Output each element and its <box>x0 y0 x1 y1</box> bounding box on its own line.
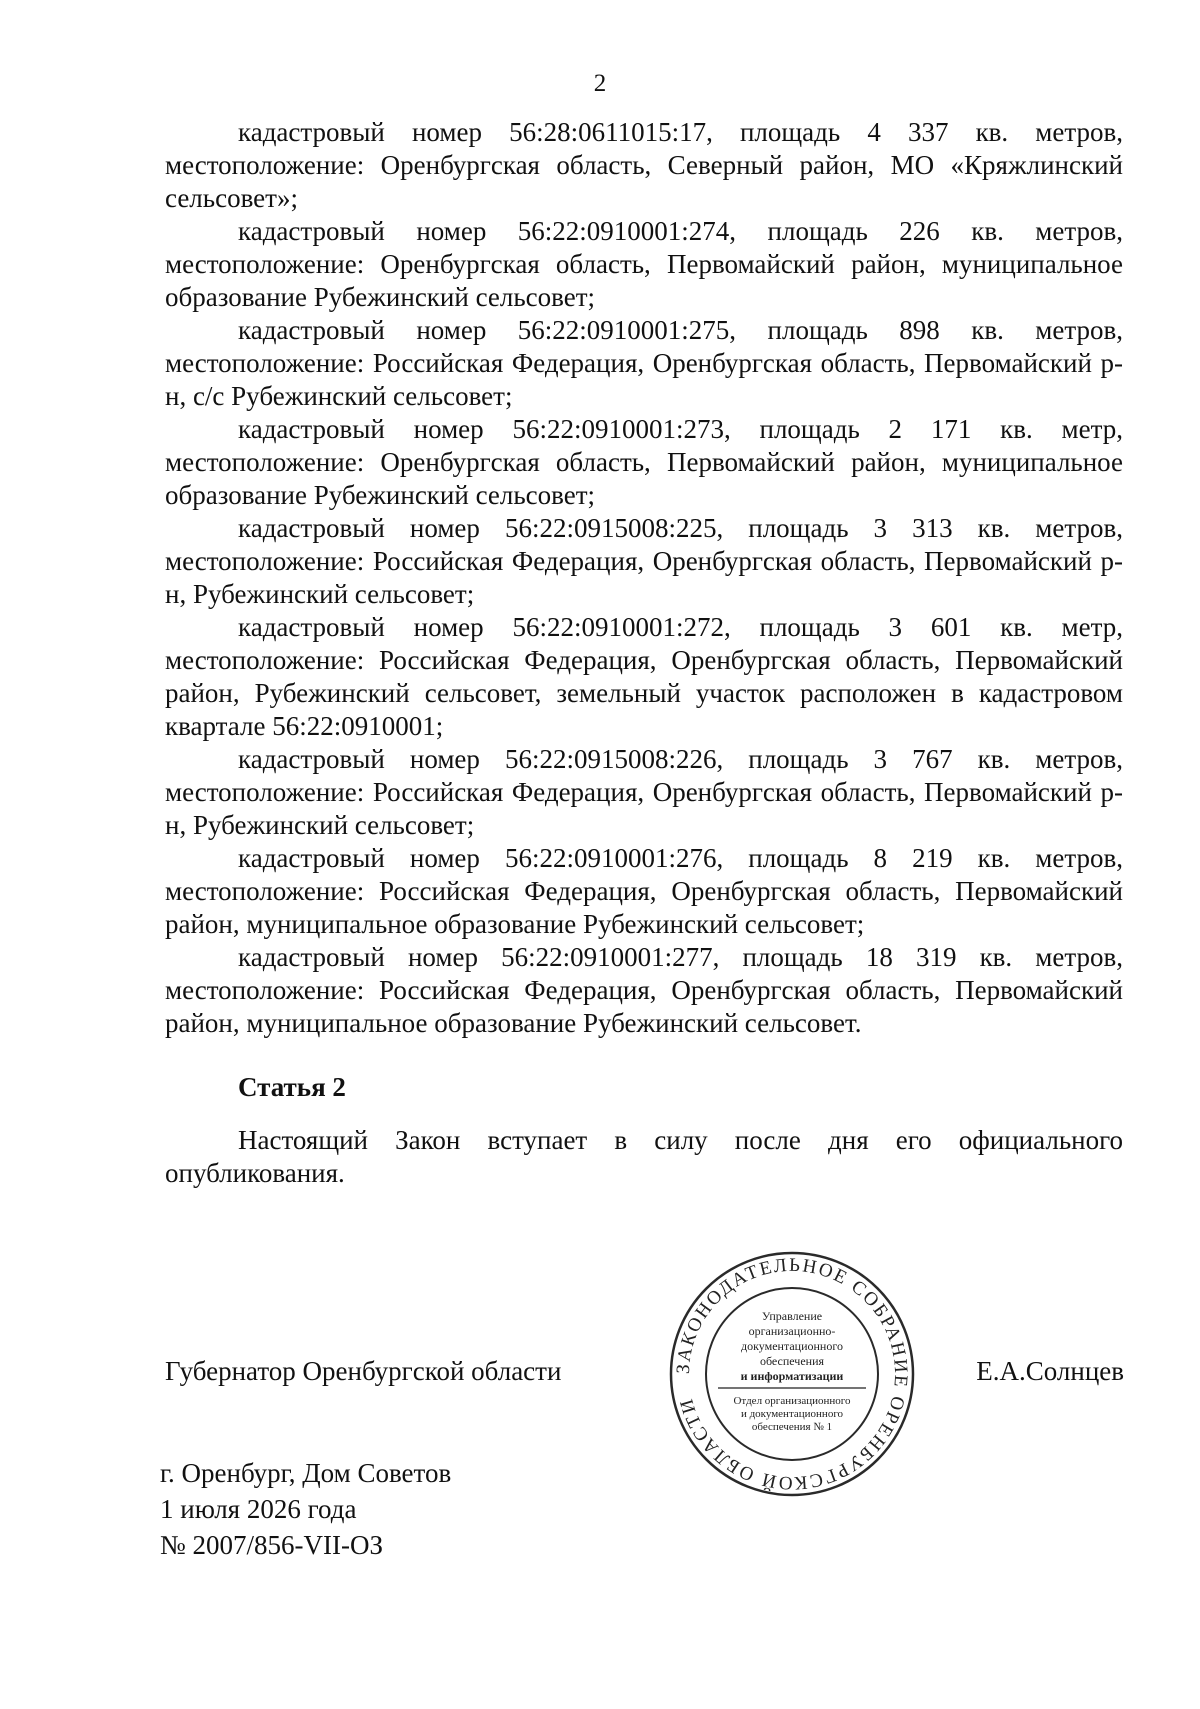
stamp-inner-line: документационного <box>741 1339 843 1353</box>
page-number: 2 <box>593 70 607 97</box>
cadastral-paragraph: кадастровый номер 56:28:0611015:17, площадь 4 337 кв. метров, местоположение: Оренбургская область, Северный район, МО «Кряжлинский сельсовет»; <box>165 117 1123 213</box>
cadastral-paragraph: кадастровый номер 56:22:0910001:275, площадь 898 кв. метров, местоположение: Российская Федерация, Оренбургская область, Первомайский р-н, с/с Рубежинский сельсовет; <box>165 315 1123 411</box>
stamp-inner-line: Управление <box>761 1309 823 1323</box>
cadastral-paragraph: кадастровый номер 56:22:0910001:272, площадь 3 601 кв. метр, местоположение: Российская Федерация, Оренбургская область, Первомайский район, Рубежинский сельсовет, земельный участок расположен в кадастровом квартале 56:22:0910001; <box>165 612 1123 741</box>
law-number: № 2007/856-VII-ОЗ <box>160 1530 384 1560</box>
signing-place: г. Оренбург, Дом Советов <box>160 1458 452 1488</box>
cadastral-paragraph: кадастровый номер 56:22:0915008:225, площадь 3 313 кв. метров, местоположение: Российская Федерация, Оренбургская область, Первомайский р-н, Рубежинский сельсовет; <box>165 513 1123 609</box>
stamp-inner-line: обеспечения <box>759 1354 825 1368</box>
stamp-inner-line: и информатизации <box>740 1369 844 1383</box>
article-heading: Статья 2 <box>238 1072 346 1102</box>
document-footer <box>160 1455 451 1563</box>
stamp-inner-line: Отдел организационного <box>733 1395 851 1407</box>
cadastral-paragraph: кадастровый номер 56:22:0910001:277, площадь 18 319 кв. метров, местоположение: Российская Федерация, Оренбургская область, Первомайский район, муниципальное образование Рубежинский сельсовет. <box>165 942 1123 1038</box>
cadastral-list <box>165 116 1123 1040</box>
stamp-outer-text: ЗАКОНОДАТЕЛЬНОЕ СОБРАНИЕ ОРЕНБУРГСКОЙ ОБЛАСТИ <box>672 1254 912 1494</box>
official-stamp <box>668 1250 916 1498</box>
signing-date: 1 июля 2026 года <box>160 1494 357 1524</box>
article-text: Настоящий Закон вступает в силу после дня его официального опубликования. <box>165 1125 1123 1188</box>
signatory-name: Е.А.Солнцев <box>976 1356 1124 1386</box>
signatory-title: Губернатор Оренбургской области <box>165 1356 562 1386</box>
cadastral-paragraph: кадастровый номер 56:22:0910001:273, площадь 2 171 кв. метр, местоположение: Оренбургская область, Первомайский район, муниципальное образование Рубежинский сельсовет; <box>165 414 1123 510</box>
cadastral-paragraph: кадастровый номер 56:22:0910001:276, площадь 8 219 кв. метров, местоположение: Российская Федерация, Оренбургская область, Первомайский район, муниципальное образование Рубежинский сельсовет; <box>165 843 1123 939</box>
stamp-inner-line: и документационного <box>740 1408 844 1420</box>
cadastral-paragraph: кадастровый номер 56:22:0910001:274, площадь 226 кв. метров, местоположение: Оренбургская область, Первомайский район, муниципальное образование Рубежинский сельсовет; <box>165 216 1123 312</box>
cadastral-paragraph: кадастровый номер 56:22:0915008:226, площадь 3 767 кв. метров, местоположение: Российская Федерация, Оренбургская область, Первомайский р-н, Рубежинский сельсовет; <box>165 744 1123 840</box>
stamp-inner-line: обеспечения № 1 <box>751 1421 833 1433</box>
stamp-inner-line: организационно- <box>748 1324 836 1338</box>
